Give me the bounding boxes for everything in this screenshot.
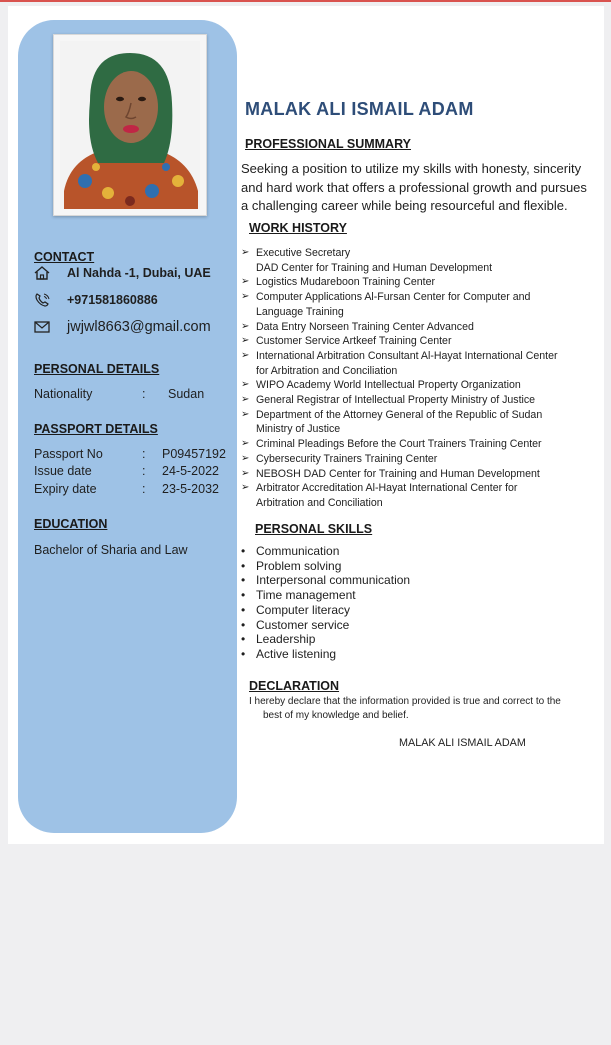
skills-list bbox=[241, 544, 410, 662]
nationality-value: Sudan bbox=[168, 387, 205, 401]
work-history-item bbox=[241, 290, 586, 319]
issue-date-value: 24-5-2022 bbox=[162, 464, 219, 478]
work-history-line: ➢ Criminal Pleadings Before the Court Trainers Training Center bbox=[256, 438, 542, 451]
work-history-title: WORK HISTORY bbox=[249, 221, 347, 235]
work-history-item bbox=[241, 467, 586, 482]
skill-item: • Interpersonal communication bbox=[241, 573, 410, 588]
skill-item: • Time management bbox=[241, 588, 410, 603]
contact-email bbox=[34, 319, 211, 335]
expiry-date-value: 23-5-2032 bbox=[162, 482, 219, 496]
work-history-line: Language Training bbox=[256, 305, 344, 318]
declaration-line-1: I hereby declare that the information provided is true and correct to the bbox=[249, 696, 561, 707]
work-history-line: Arbitration and Conciliation bbox=[256, 496, 383, 509]
work-history-item bbox=[241, 378, 586, 393]
nationality-label: Nationality bbox=[34, 387, 93, 401]
contact-address bbox=[34, 266, 211, 280]
work-history-item bbox=[241, 275, 586, 290]
issue-date-label: Issue date bbox=[34, 464, 92, 478]
work-history-line: ➢ International Arbitration Consultant Al-Hayat International Center bbox=[256, 349, 558, 362]
skill-item: • Communication bbox=[241, 544, 410, 559]
signature-name: MALAK ALI ISMAIL ADAM bbox=[399, 737, 526, 749]
education-degree: Bachelor of Sharia and Law bbox=[34, 543, 188, 557]
work-history-line: ➢ Customer Service Artkeef Training Center bbox=[256, 335, 452, 348]
work-history-line: ➢ General Registrar of Intellectual Property Ministry of Justice bbox=[256, 394, 536, 407]
profile-photo bbox=[53, 34, 207, 216]
personal-skills-title: PERSONAL SKILLS bbox=[255, 522, 373, 536]
summary-text: Seeking a position to utilize my skills with honesty, sincerity and hard work that offers a professional growth and pursues a challenging career while being resourceful and flexible. bbox=[241, 161, 587, 213]
address-text: Al Nahda -1, Dubai, UAE bbox=[67, 266, 211, 280]
work-history-item bbox=[241, 393, 586, 408]
expiry-date-label: Expiry date bbox=[34, 482, 97, 496]
top-accent-line bbox=[0, 0, 611, 2]
declaration-title: DECLARATION bbox=[249, 679, 340, 693]
work-history-line: for Arbitration and Conciliation bbox=[256, 364, 398, 377]
contact-phone bbox=[34, 293, 158, 307]
work-history-item bbox=[241, 481, 586, 510]
work-history-line: DAD Center for Training and Human Development bbox=[256, 261, 493, 274]
work-history-line: ➢ NEBOSH DAD Center for Training and Human Development bbox=[256, 467, 540, 480]
work-history-line: ➢ Department of the Attorney General of the Republic of Sudan bbox=[256, 408, 543, 421]
passport-no-value: P09457192 bbox=[162, 447, 226, 461]
work-history-line: ➢ Executive Secretary bbox=[256, 247, 351, 259]
personal-details-title: PERSONAL DETAILS bbox=[34, 362, 160, 376]
phone-icon bbox=[34, 293, 50, 307]
work-history-item bbox=[241, 452, 586, 467]
work-history-list bbox=[241, 246, 586, 511]
phone-text[interactable]: +971581860886 bbox=[67, 293, 158, 307]
passport-details-title: PASSPORT DETAILS bbox=[34, 422, 158, 436]
work-history-item bbox=[241, 320, 586, 335]
declaration-text bbox=[249, 695, 589, 723]
work-history-line: Ministry of Justice bbox=[256, 423, 341, 436]
home-icon bbox=[34, 266, 50, 280]
work-history-line: ➢ Cybersecurity Trainers Training Center bbox=[256, 452, 438, 465]
passport-no-label: Passport No bbox=[34, 447, 103, 461]
nationality-sep: : bbox=[142, 387, 146, 401]
work-history-line: ➢ Computer Applications Al-Fursan Center for Computer and bbox=[256, 291, 531, 304]
work-history-item bbox=[241, 334, 586, 349]
work-history-line: ➢ Data Entry Norseen Training Center Advanced bbox=[256, 320, 474, 333]
passport-no-sep: : bbox=[142, 447, 146, 461]
skill-item: • Leadership bbox=[241, 632, 410, 647]
declaration-line-2: best of my knowledge and belief. bbox=[263, 710, 409, 721]
email-text[interactable]: jwjwl8663@gmail.com bbox=[67, 319, 211, 335]
contact-title: CONTACT bbox=[34, 250, 95, 264]
work-history-line: ➢ Arbitrator Accreditation Al-Hayat International Center for bbox=[256, 482, 518, 495]
portrait-image bbox=[60, 41, 200, 209]
work-history-item bbox=[241, 437, 586, 452]
summary-title: PROFESSIONAL SUMMARY bbox=[245, 137, 411, 151]
skill-item: • Problem solving bbox=[241, 559, 410, 574]
work-history-line: ➢ Logistics Mudareboon Training Center bbox=[256, 276, 436, 289]
candidate-name: MALAK ALI ISMAIL ADAM bbox=[245, 99, 474, 119]
resume-page bbox=[8, 6, 604, 844]
work-history-line: ➢ WIPO Academy World Intellectual Property Organization bbox=[256, 379, 521, 392]
work-history-item bbox=[241, 349, 586, 378]
work-history-item bbox=[241, 246, 586, 275]
issue-date-sep: : bbox=[142, 464, 146, 478]
email-icon bbox=[34, 320, 50, 334]
work-history-item bbox=[241, 408, 586, 437]
skill-item: • Customer service bbox=[241, 618, 410, 633]
skill-item: • Active listening bbox=[241, 647, 410, 662]
expiry-date-sep: : bbox=[142, 482, 146, 496]
skill-item: • Computer literacy bbox=[241, 603, 410, 618]
education-title: EDUCATION bbox=[34, 517, 108, 531]
